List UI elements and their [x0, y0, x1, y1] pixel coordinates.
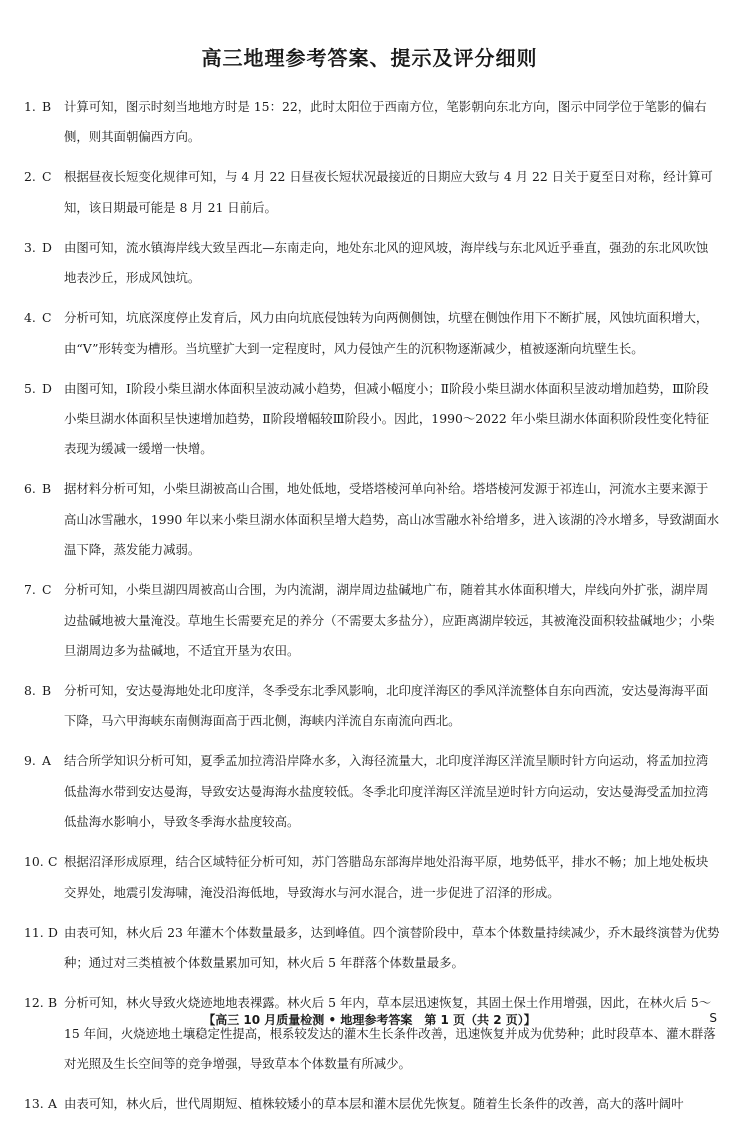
answer-explanation: 由表可知，林火后 23 年灌木个体数量最多，达到峰值。四个演替阶段中，草本个体数量持续减少，乔木最终演替为优势种；通过对三类植被个体数量累加可知，林火后 5 年群落个体数量最多。 [64, 924, 720, 971]
answer-item [24, 988, 720, 1079]
answer-item [24, 162, 720, 223]
answer-letter: B [42, 481, 52, 497]
answer-explanation: 据材料分析可知，小柴旦湖被高山合围，地处低地，受塔塔棱河单向补给。塔塔棱河发源于祁连山，河流水主要来源于高山冰雪融水，1990 年以来小柴旦湖水体面积呈增大趋势，高山冰雪融水补给增多，进入该湖的冷水增多，导致湖面水温下降，蒸发能力减弱。 [64, 481, 720, 558]
question-number: 13. [24, 1095, 44, 1111]
answer-explanation: 分析可知，安达曼海地处北印度洋，冬季受东北季风影响，北印度洋海区的季风洋流整体自东向西流，安达曼海海平面下降，马六甲海峡东南侧海面高于西北侧，海峡内洋流自东南流向西北。 [64, 683, 709, 729]
answer-explanation: 分析可知，林火导致火烧迹地地表裸露。林火后 5 年内，草本层迅速恢复，其固土保土作用增强，因此，在林火后 5～15 年间，火烧迹地土壤稳定性提高，根系较发达的灌木生长条件改善，迅速恢复并成为优势种；此时段草本、灌木群落对光照及生长空间等的竞争增强，导致草本个体数量有所减少。 [64, 995, 716, 1071]
page-footer: 【高三 10 月质量检测 • 地理参考答案 第 1 页（共 2 页）】 [203, 1013, 536, 1027]
answer-explanation: 根据沼泽形成原理，结合区域特征分析可知，苏门答腊岛东部海岸地处沿海平原，地势低平，排水不畅；加上地处板块交界处，地震引发海啸，淹没沿海低地，导致海水与河水混合，进一步促进了沼泽的形成。 [64, 854, 709, 900]
question-number: 12. [24, 995, 44, 1011]
question-number: 10. [24, 854, 44, 870]
answer-letter: B [42, 99, 52, 114]
answer-item [24, 374, 720, 465]
answer-letter: B [42, 683, 52, 699]
answer-letter: A [42, 753, 51, 769]
answer-list [24, 92, 720, 1129]
answer-explanation: 分析可知，小柴旦湖四周被高山合围，为内流湖，湖岸周边盐碱地广布，随着其水体面积增大，岸线向外扩张，湖岸周边盐碱地被大量淹没。草地生长需要充足的养分（不需要太多盐分），应距离湖岸较远，其被淹没面积较盐碱地少；小柴旦湖周边多为盐碱地，不适宜开垦为农田。 [64, 582, 715, 659]
question-number: 7. [24, 582, 36, 598]
answer-item [24, 233, 720, 294]
question-number: 1. [24, 99, 36, 114]
answer-explanation: 根据昼夜长短变化规律可知，与 4 月 22 日昼夜长短状况最接近的日期应大致与 4 月 22 日关于夏至日对称，经计算可知，该日期最可能是 8 月 21 日前后。 [64, 169, 713, 215]
question-number: 5. [24, 380, 36, 396]
answer-item [24, 847, 720, 908]
answer-item [24, 575, 720, 666]
answer-letter: D [42, 239, 52, 255]
question-number: 8. [24, 683, 36, 699]
answer-letter: D [48, 924, 58, 940]
answer-item [24, 746, 720, 837]
question-number: 4. [24, 310, 36, 326]
answer-item [24, 303, 720, 364]
answer-letter: D [42, 380, 52, 396]
answer-letter: C [42, 169, 52, 185]
question-number: 9. [24, 753, 36, 769]
answer-item [24, 92, 720, 153]
answer-letter: C [42, 310, 52, 326]
answer-item [24, 918, 720, 979]
answer-explanation: 计算可知，图示时刻当地地方时是 15：22，此时太阳位于西南方位，笔影朝向东北方向，图示中同学位于笔影的偏右侧，则其面朝偏西方向。 [64, 99, 707, 145]
question-number: 11. [24, 924, 44, 940]
answer-explanation: 结合所学知识分析可知，夏季孟加拉湾沿岸降水多，入海径流量大，北印度洋海区洋流呈顺时针方向运动，将孟加拉湾低盐海水带到安达曼海，导致安达曼海海水盐度较低。冬季北印度洋海区洋流呈逆时针方向运动，安达曼海受孟加拉湾低盐海水影响小，导致冬季海水盐度较高。 [64, 753, 709, 830]
answer-explanation: 由图可知，流水镇海岸线大致呈西北—东南走向，地处东北风的迎风坡，海岸线与东北风近乎垂直，强劲的东北风吹蚀地表沙丘，形成风蚀坑。 [64, 239, 709, 286]
footer-version-letter: S [709, 1011, 717, 1025]
page-title: 高三地理参考答案、提示及评分细则 [201, 46, 538, 70]
answer-letter: A [48, 1095, 57, 1111]
question-number: 2. [24, 169, 36, 185]
question-number: 6. [24, 481, 36, 497]
answer-item [24, 676, 720, 737]
answer-item [24, 474, 720, 565]
answer-letter: C [48, 854, 58, 870]
answer-explanation: 由表可知，林火后，世代周期短、植株较矮小的草本层和灌木层优先恢复。随着生长条件的改善，高大的落叶阔叶 [64, 1095, 684, 1111]
question-number: 3. [24, 239, 36, 255]
answer-letter: C [42, 582, 52, 598]
answer-explanation: 由图可知，Ⅰ阶段小柴旦湖水体面积呈波动减小趋势，但减小幅度小；Ⅱ阶段小柴旦湖水体面积呈波动增加趋势，Ⅲ阶段小柴旦湖水体面积呈快速增加趋势，Ⅱ阶段增幅较Ⅲ阶段小。因此，1990～2022 年小柴旦湖水体面积阶段性变化特征表现为缓减一缓增一快增。 [64, 380, 709, 457]
answer-item [24, 1089, 720, 1119]
answer-letter: B [48, 995, 58, 1011]
answer-explanation: 分析可知，坑底深度停止发育后，风力由向坑底侵蚀转为向两侧侧蚀，坑壁在侧蚀作用下不断扩展，风蚀坑面积增大，由“V”形转变为槽形。当坑壁扩大到一定程度时，风力侵蚀产生的沉积物逐渐减少，植被逐渐向坑壁生长。 [64, 310, 709, 356]
